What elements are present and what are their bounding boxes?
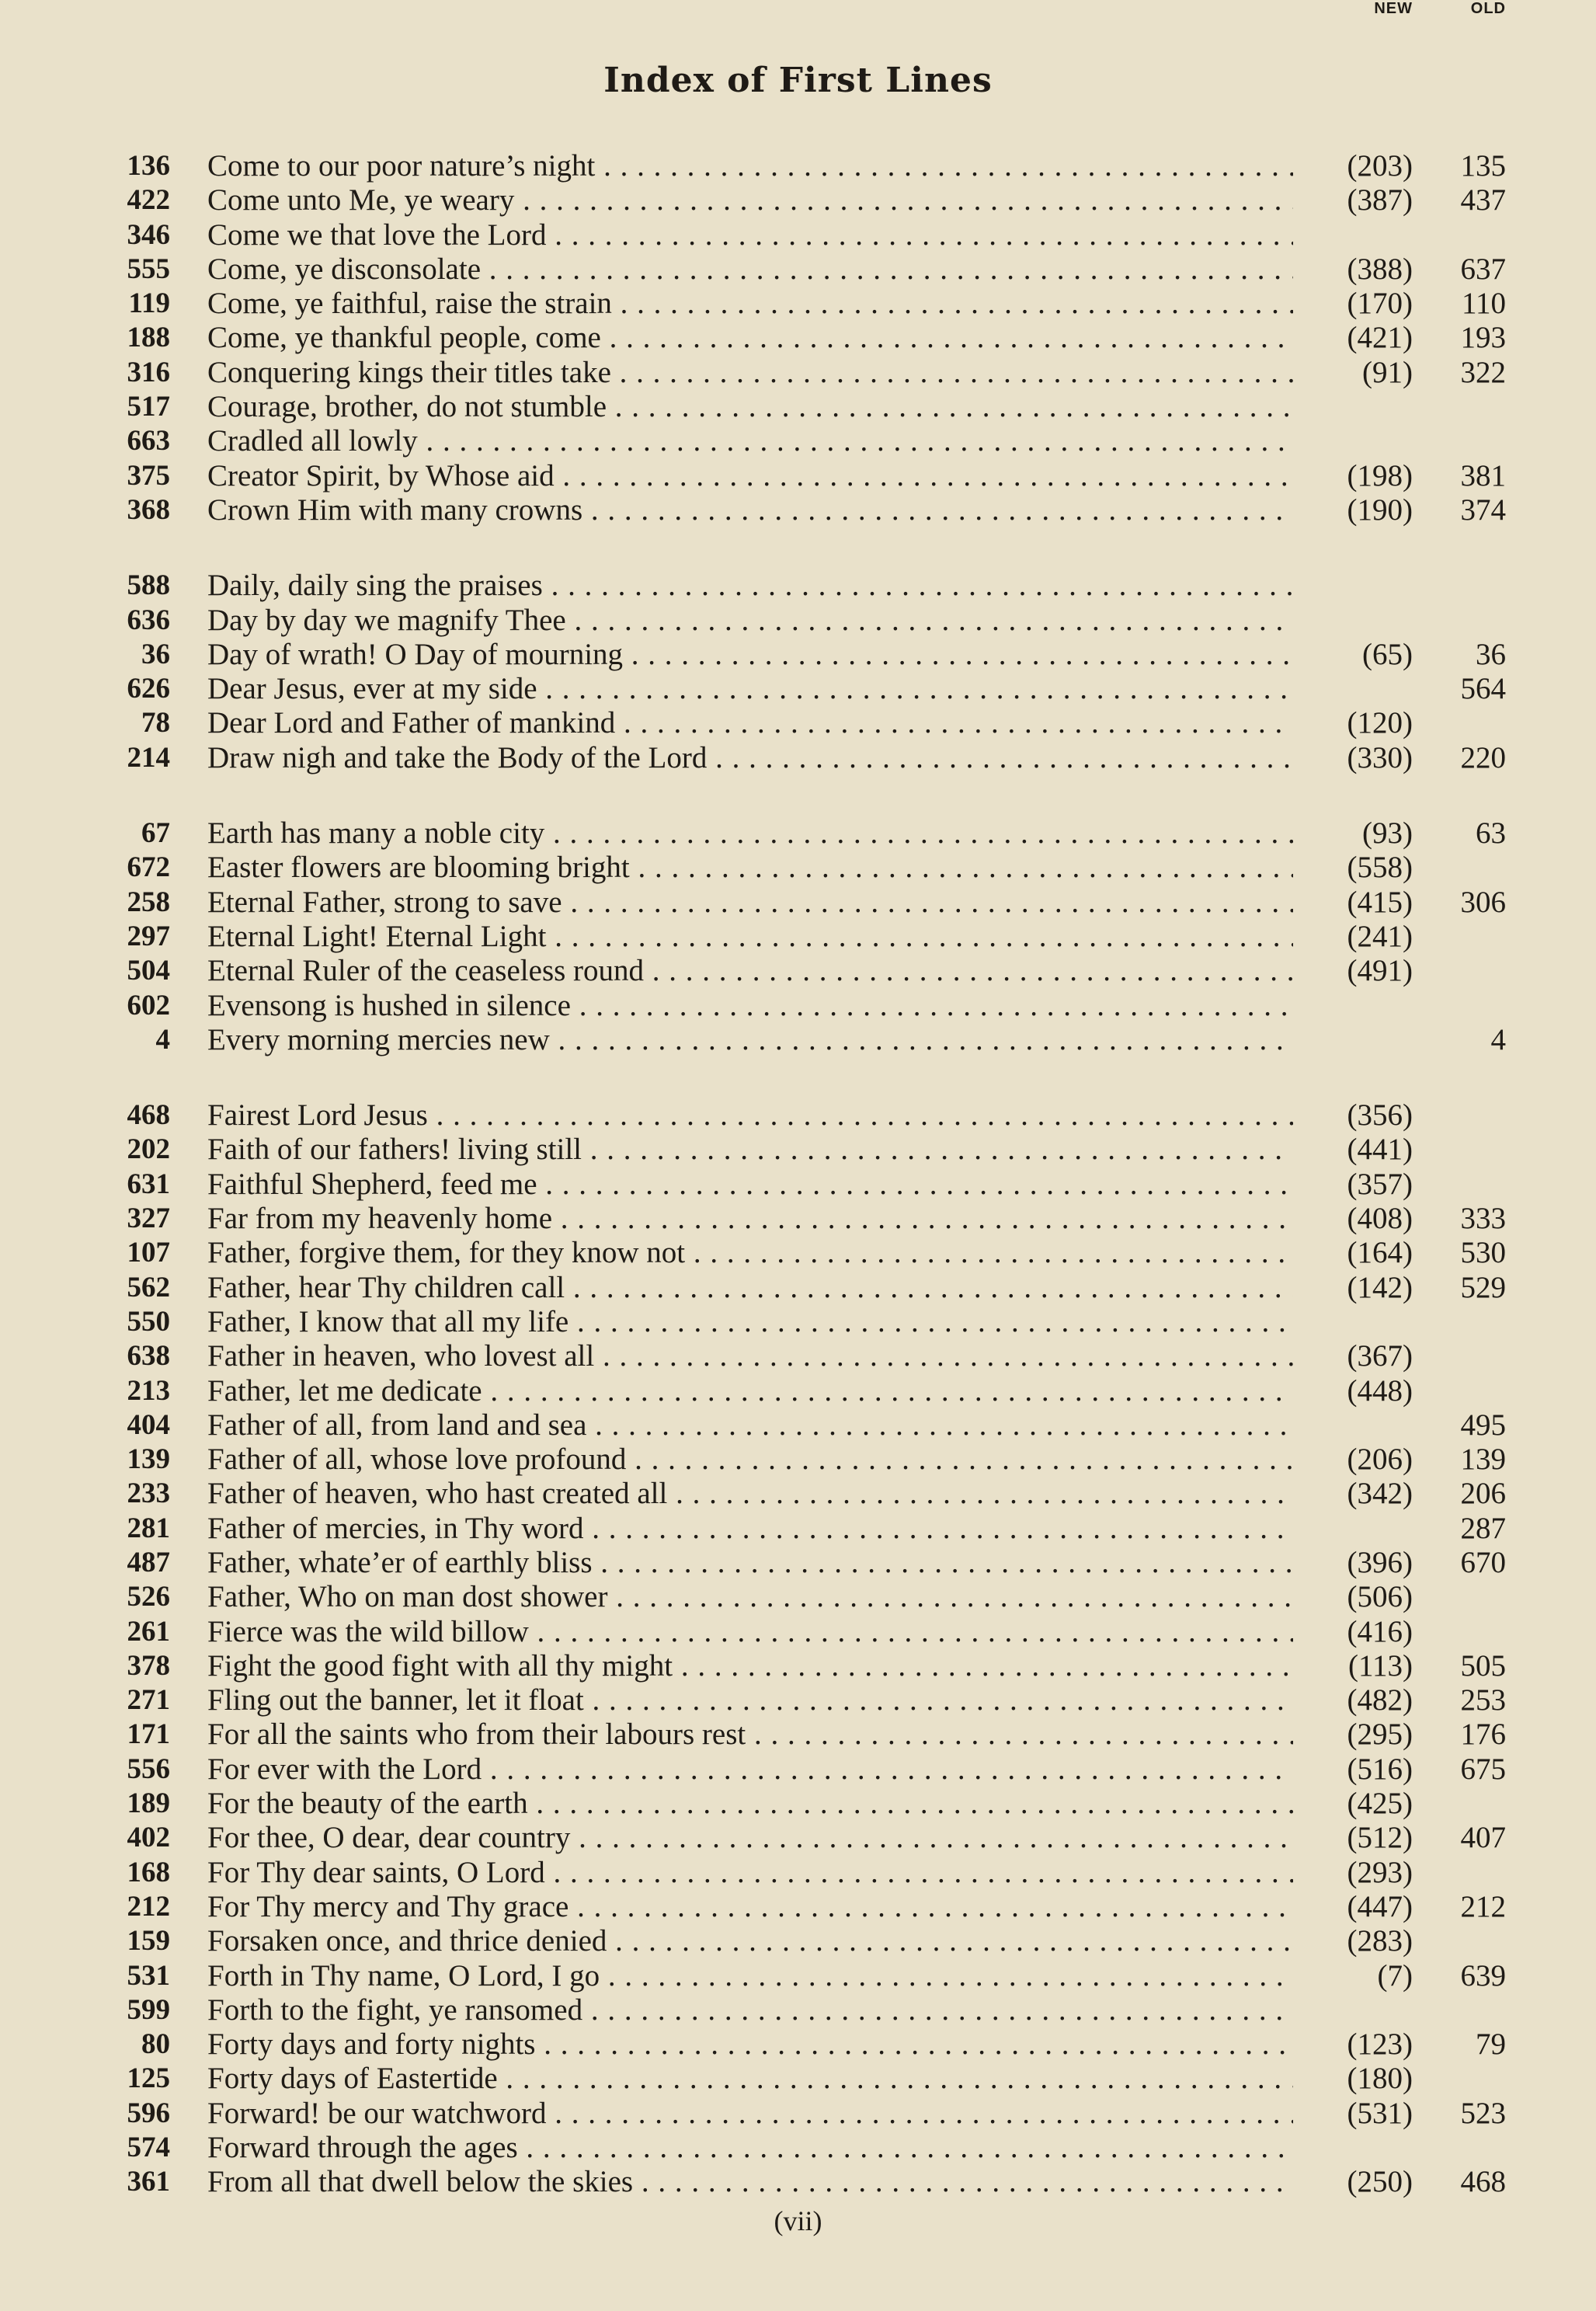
new-number: (142)	[1347, 1270, 1413, 1304]
new-number: (408)	[1347, 1202, 1413, 1236]
hymn-number: 212	[127, 1890, 170, 1923]
hymn-number: 107	[127, 1237, 170, 1269]
index-entry	[0, 1168, 1596, 1202]
first-line: Forty days of Eastertide . . .	[207, 2062, 1293, 2096]
index-entry	[0, 2165, 1596, 2199]
hymn-number: 638	[127, 1340, 170, 1373]
new-number: (396)	[1347, 1545, 1413, 1579]
new-number: (65)	[1362, 637, 1413, 671]
first-line: Evensong is hushed in silence . . .	[207, 989, 1293, 1023]
index-entry	[0, 1615, 1596, 1649]
hymn-number: 188	[127, 322, 170, 354]
old-number: 637	[1460, 252, 1506, 286]
index-entry	[0, 493, 1596, 527]
index-entry	[0, 424, 1596, 458]
index-list	[0, 149, 1596, 2200]
first-line: Fight the good fight with all thy might . . .	[207, 1649, 1293, 1683]
hymn-number: 233	[127, 1477, 170, 1510]
hymn-number: 368	[127, 493, 170, 526]
old-number: 468	[1460, 2165, 1506, 2199]
hymn-number: 574	[127, 2132, 170, 2164]
index-entry	[0, 672, 1596, 706]
new-number: (415)	[1347, 885, 1413, 919]
index-entry	[0, 1408, 1596, 1443]
first-line: Father of all, from land and sea . . .	[207, 1408, 1293, 1443]
first-line: Father, hear Thy children call . . .	[207, 1271, 1293, 1305]
index-entry	[0, 218, 1596, 252]
hymn-number: 663	[127, 425, 170, 458]
first-line: Forth to the fight, ye ransomed . . .	[207, 1993, 1293, 2027]
first-line: Forward through the ages . . .	[207, 2131, 1293, 2165]
first-line: Day of wrath! O Day of mourning . . .	[207, 638, 1293, 672]
new-number: (123)	[1347, 2027, 1413, 2062]
new-number: (170)	[1347, 287, 1413, 321]
hymn-number: 261	[127, 1615, 170, 1648]
hymn-number: 378	[127, 1649, 170, 1682]
first-line: Eternal Ruler of the ceaseless round . . .	[207, 954, 1293, 988]
old-number: 176	[1460, 1718, 1506, 1752]
index-entry	[0, 1752, 1596, 1787]
first-line: Come we that love the Lord . . .	[207, 218, 1293, 252]
column-header-old: OLD	[1470, 0, 1506, 17]
index-entry	[0, 1993, 1596, 2027]
new-number: (512)	[1347, 1821, 1413, 1855]
first-line: Draw nigh and take the Body of the Lord . . .	[207, 741, 1293, 775]
new-number: (295)	[1347, 1718, 1413, 1752]
index-entry	[0, 1683, 1596, 1718]
index-entry	[0, 954, 1596, 988]
index-entry	[0, 706, 1596, 740]
old-number: 374	[1460, 492, 1506, 527]
old-number: 675	[1460, 1752, 1506, 1786]
first-line: For Thy mercy and Thy grace . . .	[207, 1890, 1293, 1924]
index-entry	[0, 638, 1596, 672]
index-entry	[0, 1202, 1596, 1236]
old-number: 79	[1476, 2027, 1506, 2062]
first-line: Fairest Lord Jesus . . .	[207, 1098, 1293, 1133]
column-header-new: NEW	[1374, 0, 1413, 17]
hymn-number: 213	[127, 1374, 170, 1407]
first-line: Father, I know that all my life . . .	[207, 1305, 1293, 1339]
old-number: 381	[1460, 458, 1506, 492]
old-number: 639	[1460, 1958, 1506, 1993]
first-line: For the beauty of the earth . . .	[207, 1787, 1293, 1821]
first-line: Come to our poor nature’s night . . .	[207, 149, 1293, 183]
index-entry	[0, 989, 1596, 1023]
index-entry	[0, 459, 1596, 493]
index-entry	[0, 1718, 1596, 1752]
hymn-number: 402	[127, 1822, 170, 1854]
new-number: (330)	[1347, 740, 1413, 774]
first-line: Daily, daily sing the praises . . .	[207, 569, 1293, 603]
first-line: Dear Jesus, ever at my side . . .	[207, 672, 1293, 706]
new-number: (283)	[1347, 1924, 1413, 1958]
old-number: 333	[1460, 1202, 1506, 1236]
new-number: (416)	[1347, 1614, 1413, 1648]
index-entry	[0, 886, 1596, 920]
new-number: (342)	[1347, 1477, 1413, 1511]
index-entry	[0, 741, 1596, 775]
index-entry	[0, 1959, 1596, 1993]
index-entry	[0, 569, 1596, 603]
new-number: (198)	[1347, 458, 1413, 492]
old-number: 212	[1460, 1889, 1506, 1923]
index-entry	[0, 604, 1596, 638]
hymn-number: 258	[127, 886, 170, 918]
new-number: (164)	[1347, 1236, 1413, 1270]
index-entry	[0, 1339, 1596, 1373]
first-line: For ever with the Lord . . .	[207, 1752, 1293, 1787]
first-line: Every morning mercies new . . .	[207, 1023, 1293, 1057]
new-number: (293)	[1347, 1855, 1413, 1889]
first-line: For all the saints who from their labours rest . . .	[207, 1718, 1293, 1752]
first-line: Forth in Thy name, O Lord, I go . . .	[207, 1959, 1293, 1993]
index-entry	[0, 1649, 1596, 1683]
first-line: Easter flowers are blooming bright . . .	[207, 851, 1293, 885]
hymn-number: 602	[127, 989, 170, 1022]
first-line: Creator Spirit, by Whose aid . . .	[207, 459, 1293, 493]
index-entry	[0, 1856, 1596, 1890]
index-entry	[0, 1023, 1596, 1057]
index-entry	[0, 2027, 1596, 2062]
first-line: Conquering kings their titles take . . .	[207, 356, 1293, 390]
first-line: Crown Him with many crowns . . .	[207, 493, 1293, 527]
first-line: Come, ye disconsolate . . .	[207, 252, 1293, 287]
first-line: Far from my heavenly home . . .	[207, 1202, 1293, 1236]
old-number: 523	[1460, 2096, 1506, 2130]
index-entry	[0, 1580, 1596, 1614]
old-number: 206	[1460, 1477, 1506, 1511]
new-number: (516)	[1347, 1752, 1413, 1786]
new-number: (7)	[1377, 1958, 1413, 1993]
first-line: From all that dwell below the skies . . .	[207, 2165, 1293, 2199]
old-number: 287	[1460, 1511, 1506, 1545]
old-number: 407	[1460, 1821, 1506, 1855]
index-entry	[0, 2131, 1596, 2165]
index-entry	[0, 1374, 1596, 1408]
first-line: Earth has many a noble city . . .	[207, 816, 1293, 851]
hymn-number: 422	[127, 184, 170, 217]
first-line: Forward! be our watchword . . .	[207, 2097, 1293, 2131]
hymn-number: 80	[141, 2028, 170, 2061]
index-entry	[0, 2062, 1596, 2096]
first-line: For Thy dear saints, O Lord . . .	[207, 1856, 1293, 1890]
index-entry	[0, 183, 1596, 218]
hymn-number: 327	[127, 1202, 170, 1235]
first-line: Eternal Father, strong to save . . .	[207, 886, 1293, 920]
first-line: Father of heaven, who hast created all . . .	[207, 1477, 1293, 1511]
index-entry	[0, 1890, 1596, 1924]
old-number: 135	[1460, 149, 1506, 183]
hymn-number: 626	[127, 673, 170, 705]
hymn-number: 487	[127, 1546, 170, 1578]
new-number: (448)	[1347, 1373, 1413, 1408]
new-number: (93)	[1362, 816, 1413, 851]
index-entry	[0, 1305, 1596, 1339]
old-number: 220	[1460, 740, 1506, 774]
first-line: Fling out the banner, let it float . . .	[207, 1683, 1293, 1718]
section-gap	[0, 775, 1596, 816]
first-line: Father in heaven, who lovest all . . .	[207, 1339, 1293, 1373]
old-number: 529	[1460, 1270, 1506, 1304]
new-number: (203)	[1347, 149, 1413, 183]
hymn-number: 631	[127, 1168, 170, 1200]
first-line: Cradled all lowly . . .	[207, 424, 1293, 458]
hymn-number: 404	[127, 1408, 170, 1441]
hymn-number: 214	[127, 741, 170, 774]
new-number: (356)	[1347, 1098, 1413, 1133]
new-number: (180)	[1347, 2062, 1413, 2096]
index-entry	[0, 321, 1596, 355]
hymn-number: 672	[127, 851, 170, 884]
index-entry	[0, 1477, 1596, 1511]
index-entry	[0, 816, 1596, 851]
index-entry	[0, 1821, 1596, 1855]
hymn-number: 189	[127, 1787, 170, 1820]
old-number: 139	[1460, 1443, 1506, 1477]
new-number: (421)	[1347, 321, 1413, 355]
new-number: (491)	[1347, 954, 1413, 988]
new-number: (558)	[1347, 851, 1413, 885]
hymn-number: 468	[127, 1099, 170, 1132]
first-line: Father, Who on man dost shower . . .	[207, 1580, 1293, 1614]
new-number: (367)	[1347, 1339, 1413, 1373]
index-entry	[0, 1271, 1596, 1305]
new-number: (120)	[1347, 706, 1413, 740]
first-line: Fierce was the wild billow . . .	[207, 1615, 1293, 1649]
old-number: 306	[1460, 885, 1506, 919]
index-entry	[0, 252, 1596, 287]
hymn-number: 504	[127, 955, 170, 987]
hymn-number: 67	[141, 817, 170, 850]
index-entry	[0, 287, 1596, 321]
index-entry	[0, 1924, 1596, 1958]
hymn-number: 125	[127, 2062, 170, 2095]
new-number: (388)	[1347, 252, 1413, 286]
hymn-number: 119	[128, 287, 170, 320]
first-line: Father of all, whose love profound . . .	[207, 1443, 1293, 1477]
new-number: (250)	[1347, 2165, 1413, 2199]
hymn-number: 588	[127, 569, 170, 602]
old-number: 253	[1460, 1683, 1506, 1718]
hymn-number: 4	[155, 1023, 170, 1056]
index-entry	[0, 851, 1596, 885]
hymn-number: 361	[127, 2166, 170, 2198]
index-entry	[0, 1787, 1596, 1821]
new-number: (506)	[1347, 1580, 1413, 1614]
old-number: 530	[1460, 1236, 1506, 1270]
old-number: 193	[1460, 321, 1506, 355]
index-entry	[0, 1512, 1596, 1546]
first-line: Faithful Shepherd, feed me . . .	[207, 1168, 1293, 1202]
first-line: Come unto Me, ye weary . . .	[207, 183, 1293, 218]
first-line: Day by day we magnify Thee . . .	[207, 604, 1293, 638]
hymn-number: 346	[127, 218, 170, 251]
first-line: Eternal Light! Eternal Light . . .	[207, 920, 1293, 954]
new-number: (531)	[1347, 2096, 1413, 2130]
old-number: 564	[1460, 672, 1506, 706]
first-line: For thee, O dear, dear country . . .	[207, 1821, 1293, 1855]
first-line: Father of mercies, in Thy word . . .	[207, 1512, 1293, 1546]
first-line: Courage, brother, do not stumble . . .	[207, 390, 1293, 424]
first-line: Come, ye thankful people, come . . .	[207, 321, 1293, 355]
hymn-number: 171	[127, 1718, 170, 1751]
new-number: (447)	[1347, 1889, 1413, 1923]
index-entry	[0, 149, 1596, 183]
first-line: Forty days and forty nights . . .	[207, 2027, 1293, 2062]
index-entry	[0, 920, 1596, 954]
hymn-number: 562	[127, 1271, 170, 1303]
new-number: (91)	[1362, 355, 1413, 389]
old-number: 437	[1460, 183, 1506, 218]
hymn-number: 596	[127, 2097, 170, 2129]
hymn-number: 550	[127, 1305, 170, 1338]
first-line: Father, whate’er of earthly bliss . . .	[207, 1546, 1293, 1580]
first-line: Father, let me dedicate . . .	[207, 1374, 1293, 1408]
new-number: (387)	[1347, 183, 1413, 218]
page-title: Index of First Lines	[603, 61, 993, 100]
old-number: 322	[1460, 355, 1506, 389]
first-line: Come, ye faithful, raise the strain . . .	[207, 287, 1293, 321]
index-entry	[0, 2097, 1596, 2131]
hymn-number: 36	[141, 638, 170, 670]
old-number: 63	[1476, 816, 1506, 851]
hymn-number: 531	[127, 1959, 170, 1992]
hymn-number: 139	[127, 1443, 170, 1476]
hymn-number: 599	[127, 1993, 170, 2026]
hymn-number: 136	[127, 150, 170, 182]
index-entry	[0, 1546, 1596, 1580]
hymn-number: 636	[127, 604, 170, 636]
new-number: (425)	[1347, 1787, 1413, 1821]
hymn-number: 316	[127, 356, 170, 388]
hymn-number: 375	[127, 459, 170, 492]
index-entry	[0, 390, 1596, 424]
new-number: (190)	[1347, 492, 1413, 527]
hymn-number: 78	[141, 707, 170, 740]
new-number: (206)	[1347, 1443, 1413, 1477]
first-line: Faith of our fathers! living still . . .	[207, 1133, 1293, 1167]
hymn-number: 555	[127, 252, 170, 285]
old-number: 110	[1461, 287, 1506, 321]
new-number: (357)	[1347, 1167, 1413, 1201]
hymn-number: 556	[127, 1752, 170, 1785]
old-number: 4	[1490, 1022, 1506, 1056]
hymn-number: 168	[127, 1856, 170, 1888]
first-line: Forsaken once, and thrice denied . . .	[207, 1924, 1293, 1958]
hymn-number: 517	[127, 391, 170, 423]
first-line: Dear Lord and Father of mankind . . .	[207, 706, 1293, 740]
hymn-number: 281	[127, 1512, 170, 1544]
hymn-number: 271	[127, 1684, 170, 1717]
hymn-number: 202	[127, 1133, 170, 1166]
old-number: 36	[1476, 637, 1506, 671]
old-number: 505	[1460, 1648, 1506, 1683]
hymn-number: 526	[127, 1581, 170, 1613]
new-number: (482)	[1347, 1683, 1413, 1718]
section-gap	[0, 1057, 1596, 1098]
index-entry	[0, 1098, 1596, 1133]
index-entry	[0, 356, 1596, 390]
index-entry	[0, 1133, 1596, 1167]
new-number: (441)	[1347, 1133, 1413, 1167]
first-line: Father, forgive them, for they know not . . .	[207, 1236, 1293, 1270]
old-number: 495	[1460, 1408, 1506, 1442]
hymn-number: 297	[127, 920, 170, 952]
new-number: (113)	[1347, 1648, 1413, 1683]
hymn-number: 159	[127, 1925, 170, 1958]
index-entry	[0, 1443, 1596, 1477]
section-gap	[0, 527, 1596, 569]
old-number: 670	[1460, 1545, 1506, 1579]
new-number: (241)	[1347, 919, 1413, 953]
page-number: (vii)	[774, 2205, 822, 2236]
index-entry	[0, 1236, 1596, 1270]
